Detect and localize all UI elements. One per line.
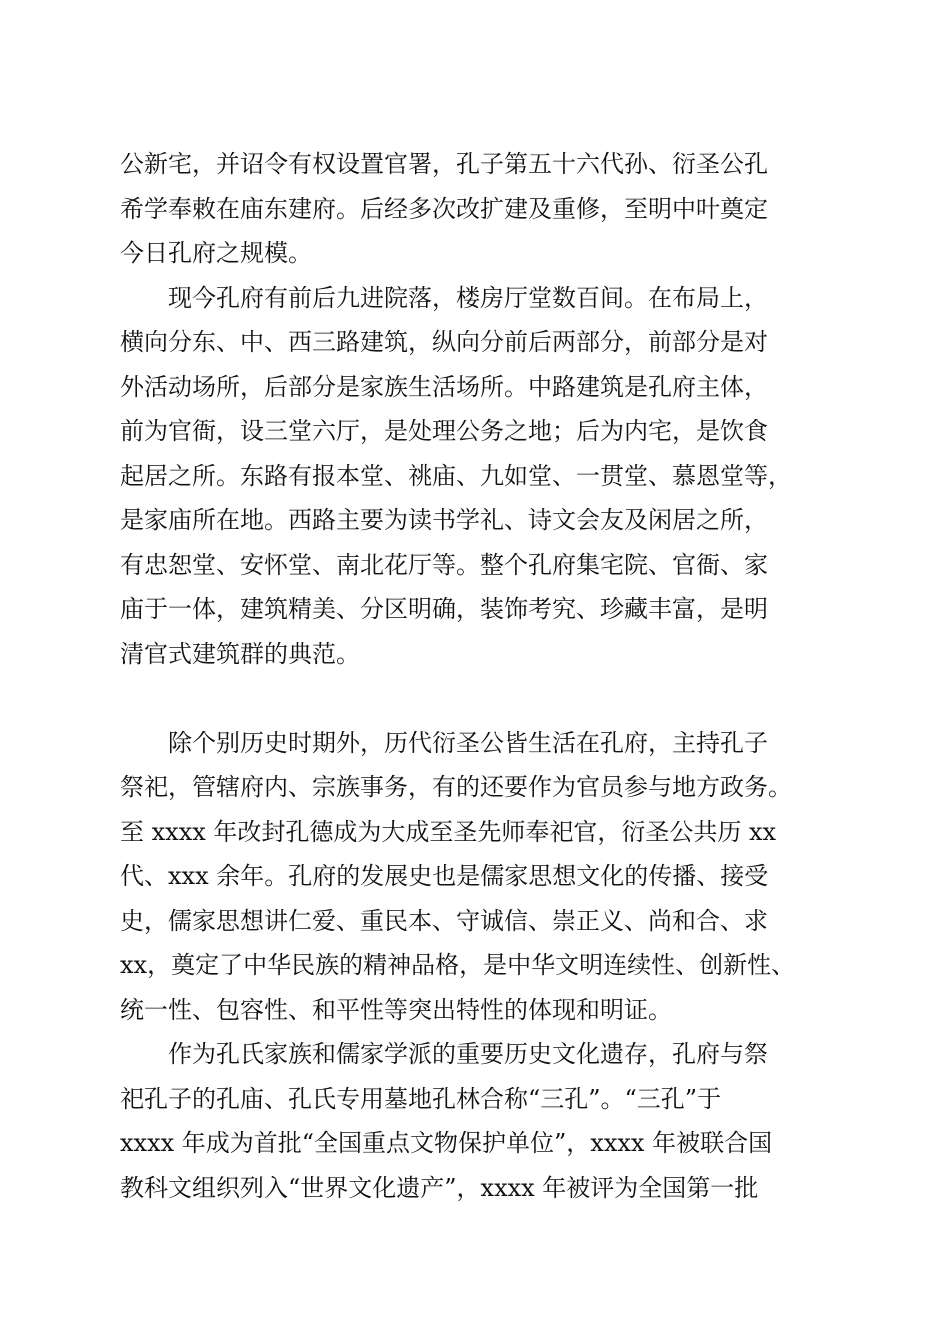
text-line xyxy=(120,676,840,721)
text-line: xxxx 年成为首批“全国重点文物保护单位”，xxxx 年被联合国 xyxy=(120,1129,773,1157)
text-line: 代、xxx 余年。孔府的发展史也是儒家思想文化的传播、接受 xyxy=(120,862,769,890)
text-line: 有忠恕堂、安怀堂、南北花厅等。整个孔府集宅院、官衙、家 xyxy=(120,550,768,579)
text-line: 是家庙所在地。西路主要为读书学礼、诗文会友及闲居之所， xyxy=(120,506,768,534)
text-line: 统一性、包容性、和平性等突出特性的体现和明证。 xyxy=(120,995,672,1024)
text-line: 教科文组织列入“世界文化遗产”，xxxx 年被评为全国第一批 xyxy=(120,1173,759,1202)
paragraph-4 xyxy=(120,1032,840,1210)
document-body xyxy=(120,142,840,1210)
text-line: 清官式建筑群的典范。 xyxy=(120,639,360,668)
text-line: 庙于一体，建筑精美、分区明确，装饰考究、珍藏丰富，是明 xyxy=(120,595,768,623)
text-line: 外活动场所，后部分是家族生活场所。中路建筑是孔府主体， xyxy=(120,372,768,401)
paragraph-3 xyxy=(120,721,840,1033)
text-line: 公新宅，并诏令有权设置官署，孔子第五十六代孙、衍圣公孔 xyxy=(120,150,768,178)
paragraph-1 xyxy=(120,142,840,276)
paragraph-2 xyxy=(120,276,840,721)
text-line: 起居之所。东路有报本堂、祧庙、九如堂、一贯堂、慕恩堂等， xyxy=(120,461,792,490)
text-line: 史，儒家思想讲仁爱、重民本、守诚信、崇正义、尚和合、求 xyxy=(120,906,768,935)
text-line: 作为孔氏家族和儒家学派的重要历史文化遗存，孔府与祭 xyxy=(168,1040,768,1068)
text-line: xx，奠定了中华民族的精神品格，是中华文明连续性、创新性、 xyxy=(120,951,796,979)
text-line: 除个别历史时期外，历代衍圣公皆生活在孔府，主持孔子 xyxy=(168,728,768,757)
text-line: 横向分东、中、西三路建筑，纵向分前后两部分，前部分是对 xyxy=(120,328,768,356)
text-line: 祀孔子的孔庙、孔氏专用墓地孔林合称“三孔”。“三孔”于 xyxy=(120,1084,722,1113)
text-line: 希学奉敕在庙东建府。后经多次改扩建及重修，至明中叶奠定 xyxy=(120,194,768,223)
text-line: 前为官衙，设三堂六厅，是处理公务之地；后为内宅，是饮食 xyxy=(120,417,768,445)
text-line: 现今孔府有前后九进院落，楼房厅堂数百间。在布局上， xyxy=(168,283,768,312)
text-line: 至 xxxx 年改封孔德成为大成至圣先师奉祀官，衍圣公共历 xx xyxy=(120,817,777,846)
text-line: 祭祀，管辖府内、宗族事务，有的还要作为官员参与地方政务。 xyxy=(120,773,792,801)
text-line: 今日孔府之规模。 xyxy=(120,239,312,267)
